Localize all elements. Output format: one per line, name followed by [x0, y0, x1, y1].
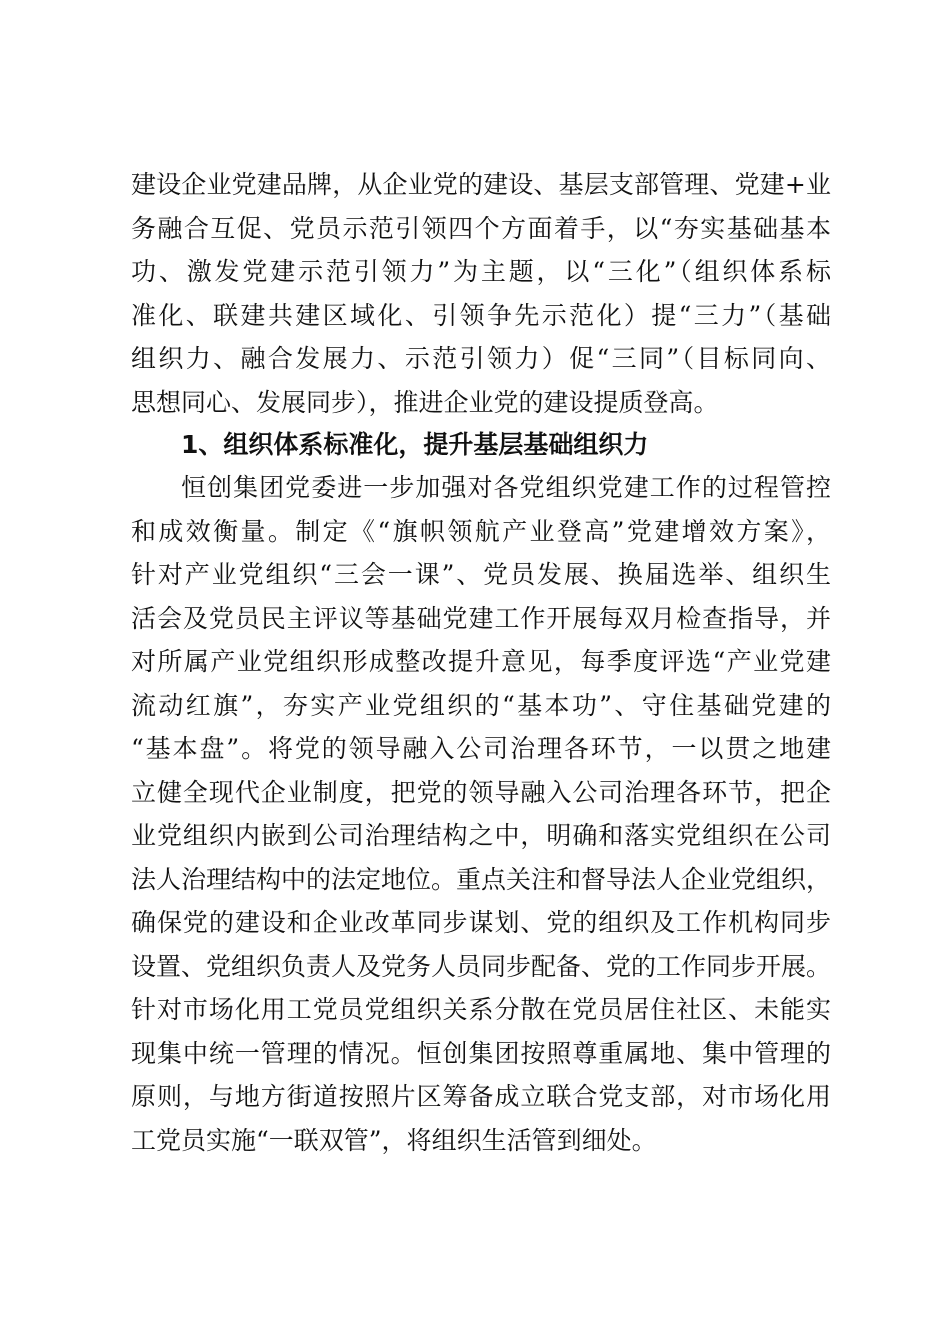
paragraph-line: 立健全现代企业制度，把党的领导融入公司治理各环节，把企: [131, 777, 831, 807]
section-heading-block: [131, 423, 831, 467]
paragraph-line: 原则，与地方街道按照片区筹备成立联合党支部，对市场化用: [131, 1082, 831, 1111]
paragraph-line: 流动红旗”，夯实产业党组织的“基本功”、守住基础党建的: [131, 690, 831, 720]
paragraph-line: 针对市场化用工党员党组织关系分散在党员居住社区、未能实: [131, 995, 831, 1024]
section-heading: 1、组织体系标准化，提升基层基础组织力: [181, 430, 649, 459]
paragraph-line: 对所属产业党组织形成整改提升意见，每季度评选“产业党建: [131, 647, 831, 676]
paragraph-line: 工党员实施“一联双管”，将组织生活管到细处。: [131, 1125, 657, 1155]
paragraph-line: 准化、联建共建区域化、引领争先示范化）提“三力”（基础: [131, 300, 831, 330]
paragraph-line: 组织力、融合发展力、示范引领力）促“三同”（目标同向、: [131, 344, 831, 373]
paragraph-line: 务融合互促、党员示范引领四个方面着手，以“夯实基础基本: [131, 213, 831, 243]
paragraph-line: 法人治理结构中的法定地位。重点关注和督导法人企业党组织，: [131, 864, 832, 894]
paragraph-line: 活会及党员民主评议等基础党建工作开展每双月检查指导，并: [131, 603, 831, 633]
paragraph-line: 功、激发党建示范引领力”为主题，以“三化”（组织体系标: [131, 257, 831, 286]
paragraph-line: 确保党的建设和企业改革同步谋划、党的组织及工作机构同步: [131, 908, 831, 937]
paragraph-line: 思想同心、发展同步），推进企业党的建设提质登高。: [131, 387, 719, 417]
paragraph-line: 设置、党组织负责人及党务人员同步配备、党的工作同步开展。: [131, 951, 832, 981]
section-body-paragraph: [131, 466, 831, 1162]
paragraph-line: 恒创集团党委进一步加强对各党组织党建工作的过程管控: [181, 473, 831, 502]
paragraph-line: 建设企业党建品牌，从企业党的建设、基层支部管理、党建+业: [131, 170, 831, 199]
paragraph-line: “基本盘”。将党的领导融入公司治理各环节，一以贯之地建: [131, 734, 831, 763]
intro-paragraph: [131, 163, 831, 424]
paragraph-line: 现集中统一管理的情况。恒创集团按照尊重属地、集中管理的: [131, 1038, 831, 1068]
paragraph-line: 业党组织内嵌到公司治理结构之中，明确和落实党组织在公司: [131, 821, 831, 850]
paragraph-line: 和成效衡量。制定《“旗帜领航产业登高”党建增效方案》，: [131, 516, 831, 546]
paragraph-line: 针对产业党组织“三会一课”、党员发展、换届选举、组织生: [131, 560, 831, 589]
